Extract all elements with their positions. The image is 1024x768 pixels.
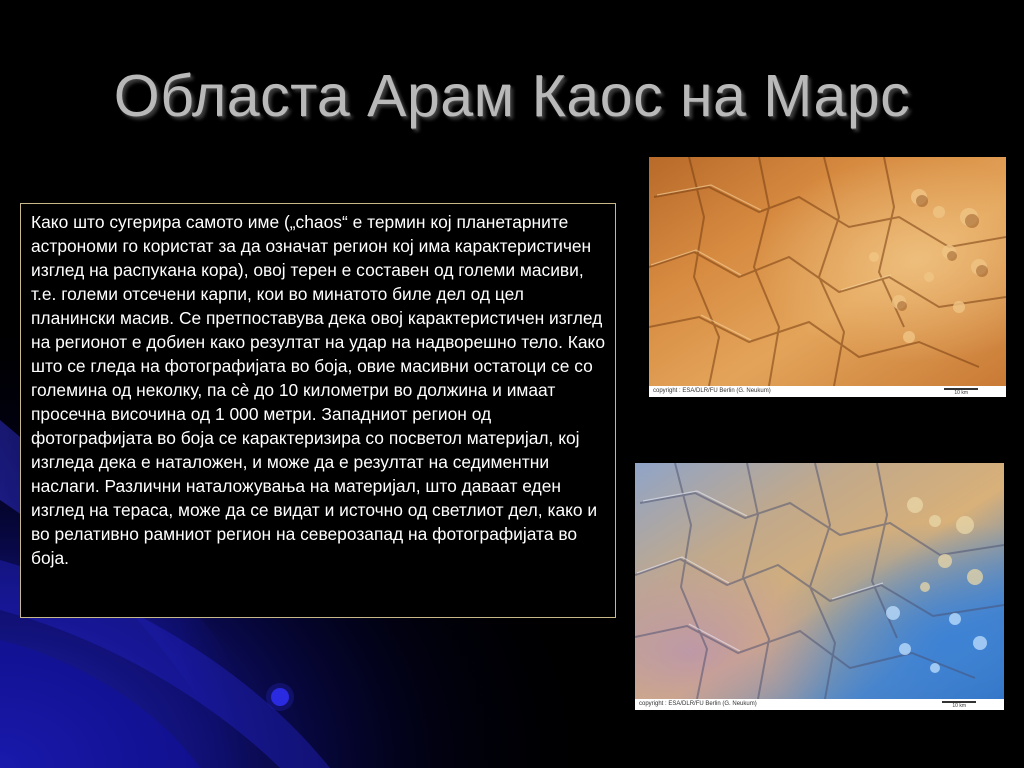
- mars-terrain-orange-image: [649, 157, 1006, 397]
- image-credit: copyright : ESA/DLR/FU Berlin (G. Neukum): [653, 388, 771, 394]
- scale-label: 10 km: [952, 703, 966, 709]
- slide-title: Областа Арам Каос на Марс: [113, 63, 911, 129]
- image-credit: copyright : ESA/DLR/FU Berlin (G. Neukum): [639, 701, 757, 707]
- mars-photo-color-coded: [635, 463, 1004, 710]
- image-credit-strip: [649, 386, 1006, 397]
- scale-label: 10 km: [954, 390, 968, 396]
- description-text-box: [20, 203, 616, 618]
- mars-photo-orange: [649, 157, 1006, 397]
- image-credit-strip: [635, 699, 1004, 710]
- description-paragraph: Како што сугерира самото име („chaos“ е термин кој планетарните астрономи го користат за да означат регион кој има карактеристичен изглед на распукана кора), овој терен е составен од големи масиви, т.е. големи отсечени карпи, кои во минатото биле дел од цел планински масив. Се претпоставува дека овој карактеристичен изглед на регионот е добиен како резултат на удар на надворешно тело. Како што се гледа на фотографијата во боја, овие масивни остатоци се со големина од неколку, па сè до 10 километри во должина и имаат просечна височина од 1 000 метри. Западниот регион од фотографијата во боја се карактеризира со посветол материјал, кој изгледа дека е наталожен, и може да е резултат на седиментни наслаги. Различни наталожувања на материјал, што даваат еден изглед на тераса, може да се видат и источно од светлиот дел, како и во релативно рамниот регион на северозапад на фотографијата во боја.: [31, 212, 606, 568]
- mars-terrain-color-image: [635, 463, 1004, 710]
